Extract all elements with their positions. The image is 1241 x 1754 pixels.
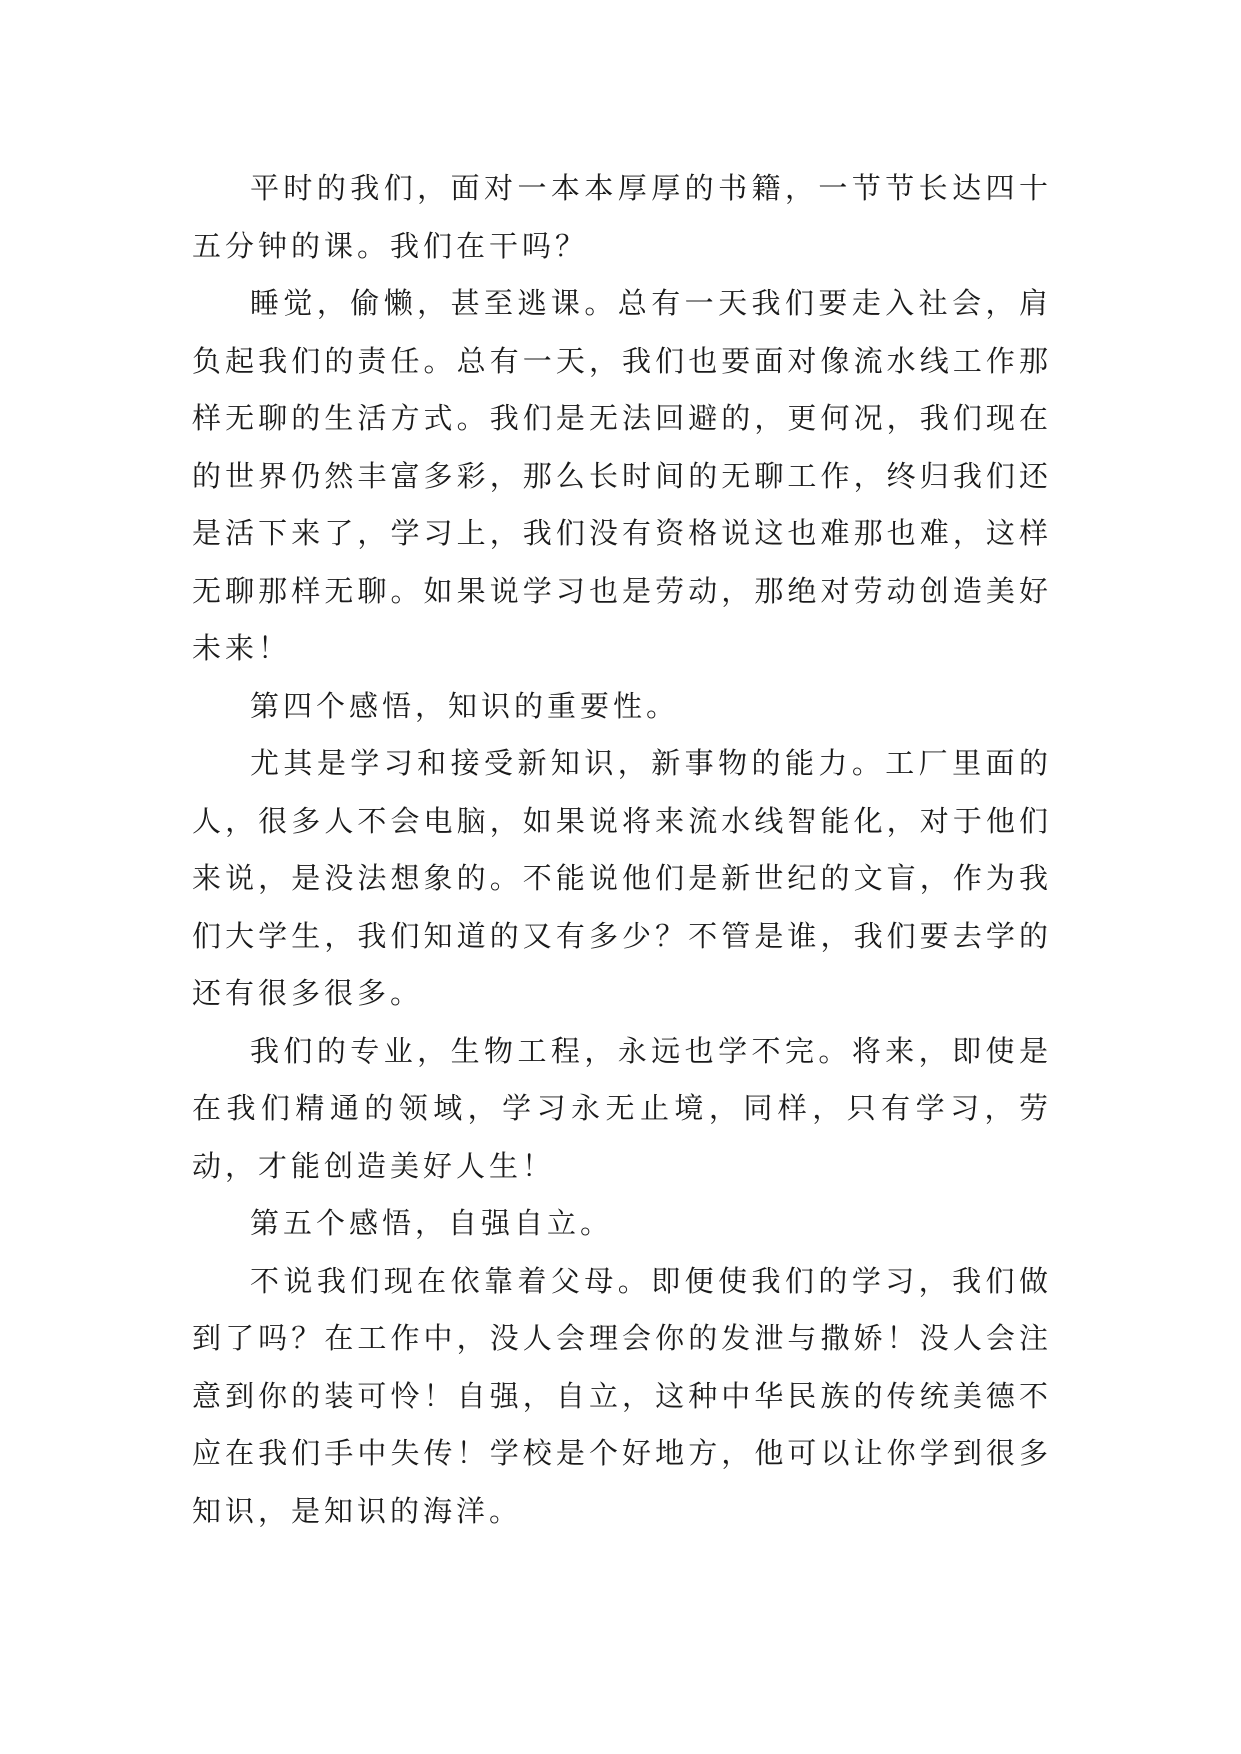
paragraph: 不说我们现在依靠着父母。即便使我们的学习，我们做到了吗？在工作中，没人会理会你的发泄与撒娇！没人会注意到你的装可怜！自强，自立，这种中华民族的传统美德不应在我们手中失传！学校是个好地方，他可以让你学到很多知识，是知识的海洋。 — [192, 1263, 1052, 1528]
section-heading: 第四个感悟，知识的重要性。 — [250, 688, 680, 723]
paragraph: 尤其是学习和接受新知识，新事物的能力。工厂里面的人，很多人不会电脑，如果说将来流水线智能化，对于他们来说，是没法想象的。不能说他们是新世纪的文盲，作为我们大学生，我们知道的又有多少？不管是谁，我们要去学的还有很多很多。 — [192, 746, 1052, 1010]
paragraph: 睡觉，偷懒，甚至逃课。总有一天我们要走入社会，肩负起我们的责任。总有一天，我们也要面对像流水线工作那样无聊的生活方式。我们是无法回避的，更何况，我们现在的世界仍然丰富多彩，那么长时间的无聊工作，终归我们还是活下来了，学习上，我们没有资格说这也难那也难，这样无聊那样无聊。如果说学习也是劳动，那绝对劳动创造美好未来！ — [192, 286, 1052, 665]
paragraph: 我们的专业，生物工程，永远也学不完。将来，即使是在我们精通的领域，学习永无止境，同样，只有学习，劳动，才能创造美好人生！ — [192, 1033, 1052, 1183]
paragraph: 平时的我们，面对一本本厚厚的书籍，一节节长达四十五分钟的课。我们在干吗？ — [192, 171, 1052, 263]
section-heading: 第五个感悟，自强自立。 — [250, 1206, 614, 1240]
document-body — [192, 160, 1052, 1540]
